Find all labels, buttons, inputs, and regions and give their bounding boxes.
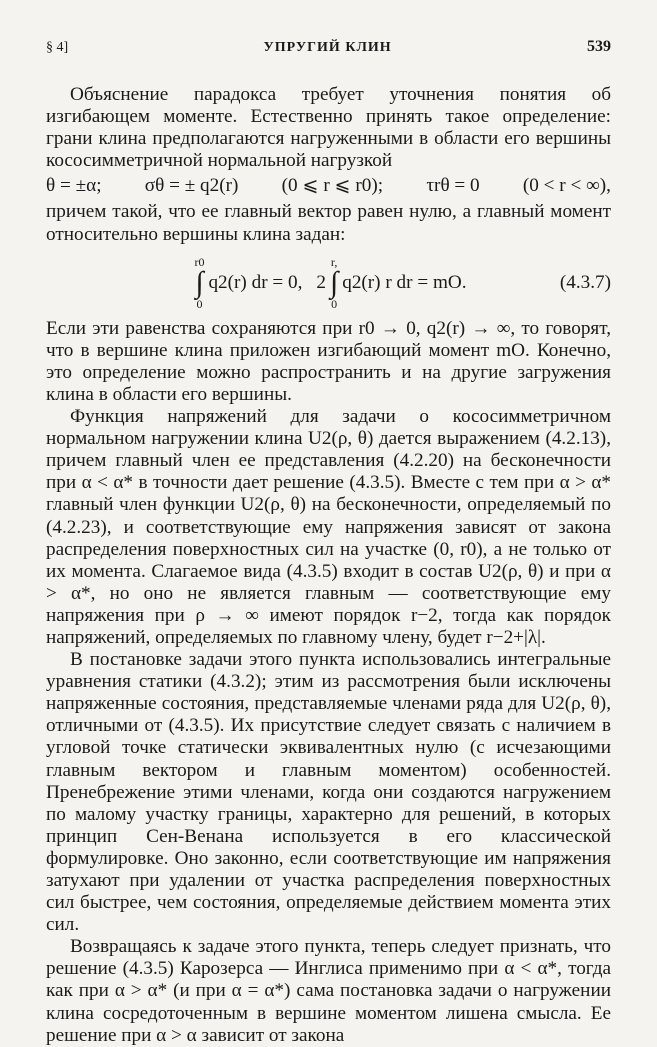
- integral-2: [330, 256, 338, 310]
- equation-part-2: q2(r) r dr = mO.: [342, 271, 467, 293]
- paragraph-5: В постановке задачи этого пункта использовались интегральные уравнения статики (4.3.2); этим из рассмотрения были исключены напряженные состояния, представляемые членами ряда для U2(ρ, θ), отличными от (4.3.5). Их присутствие следует связать с наличием в угловой точке статически эквивалентных нулю (с исчезающими главным вектором и главным моментом) особенностей. Пренебрежение этими членами, когда они создаются нагружением по малому участку границы, характерно для решений, в которых принцип Сен-Венана используется в его классической формулировке. Оно законно, если соответствующие им напряжения затухают при удалении от участка распределения поверхностных сил быстрее, чем состояния, определяемые действием момента этих сил.: [46, 649, 611, 936]
- integral-sign-icon: ∫: [330, 265, 339, 299]
- integral-1: [194, 256, 204, 310]
- paragraph-3: Если эти равенства сохраняются при r0 → 0, q2(r) → ∞, то говорят, что в вершине клина приложен изгибающий момент mO. Конечно, это определение можно распространить и на другие загружения клина в области его вершины.: [46, 317, 611, 405]
- formula1-b: σθ = ± q2(r): [144, 175, 239, 197]
- paragraph-6: Возвращаясь к задаче этого пункта, теперь следует признать, что решение (4.3.5) Карозерса — Инглиса применимо при α < α*, тогда как при α > α* (и при α = α*) сама постановка задачи о нагружении клина сосредоточенным в вершине моментом лишена смысла. Ее решение при α > α зависит от закона: [46, 936, 611, 1046]
- equation-number: (4.3.7): [559, 271, 611, 293]
- running-title: УПРУГИЙ КЛИН: [263, 40, 392, 55]
- formula1-c: (0 ⩽ r ⩽ r0);: [281, 175, 384, 197]
- equation-coefficient: 2: [316, 271, 326, 293]
- equation-4-3-7: [46, 250, 611, 316]
- page-number: 539: [587, 38, 611, 55]
- integral-2-upper: r,: [330, 254, 338, 269]
- formula1-d: τrθ = 0: [426, 175, 480, 197]
- running-header: [46, 36, 611, 56]
- paragraph-2: причем такой, что ее главный вектор равен нулю, а главный момент относительно вершины клина задан:: [46, 201, 611, 245]
- formula1-a: θ = ±α;: [46, 175, 102, 197]
- paragraph-4: Функция напряжений для задачи о кососимметричном нормальном нагружении клина U2(ρ, θ) дается выражением (4.2.13), причем главный член ее представления (4.2.20) на бесконечности при α < α* в точности дает решение (4.3.5). Вместе с тем при α > α* главный член функции U2(ρ, θ) на бесконечности, определяемый по (4.2.23), и соответствующие ему напряжения зависят от закона распределения поверхностных сил на участке (0, r0), а не только от их момента. Слагаемое вида (4.3.5) входит в состав U2(ρ, θ) и при α > α*, но оно не является главным — соответствующие ему напряжения при ρ → ∞ имеют порядок r−2, тогда как порядок напряжений, определяемых по главному члену, будет r−2+|λ|.: [46, 406, 611, 648]
- integral-2-lower: 0: [331, 296, 338, 311]
- paragraph-1: Объяснение парадокса требует уточнения понятия об изгибающем моменте. Естественно принять такое определение: грани клина предполагаются нагруженными в области его вершины кососимметричной нормальной нагрузкой: [46, 84, 611, 172]
- section-mark: § 4]: [46, 40, 69, 55]
- formula1-e: (0 < r < ∞),: [522, 175, 611, 197]
- integral-1-upper: r0: [194, 254, 205, 269]
- integral-sign-icon: ∫: [195, 265, 204, 299]
- equation-part-1: q2(r) dr = 0,: [208, 271, 303, 293]
- boundary-conditions-formula: [46, 175, 611, 197]
- integral-1-lower: 0: [196, 296, 203, 311]
